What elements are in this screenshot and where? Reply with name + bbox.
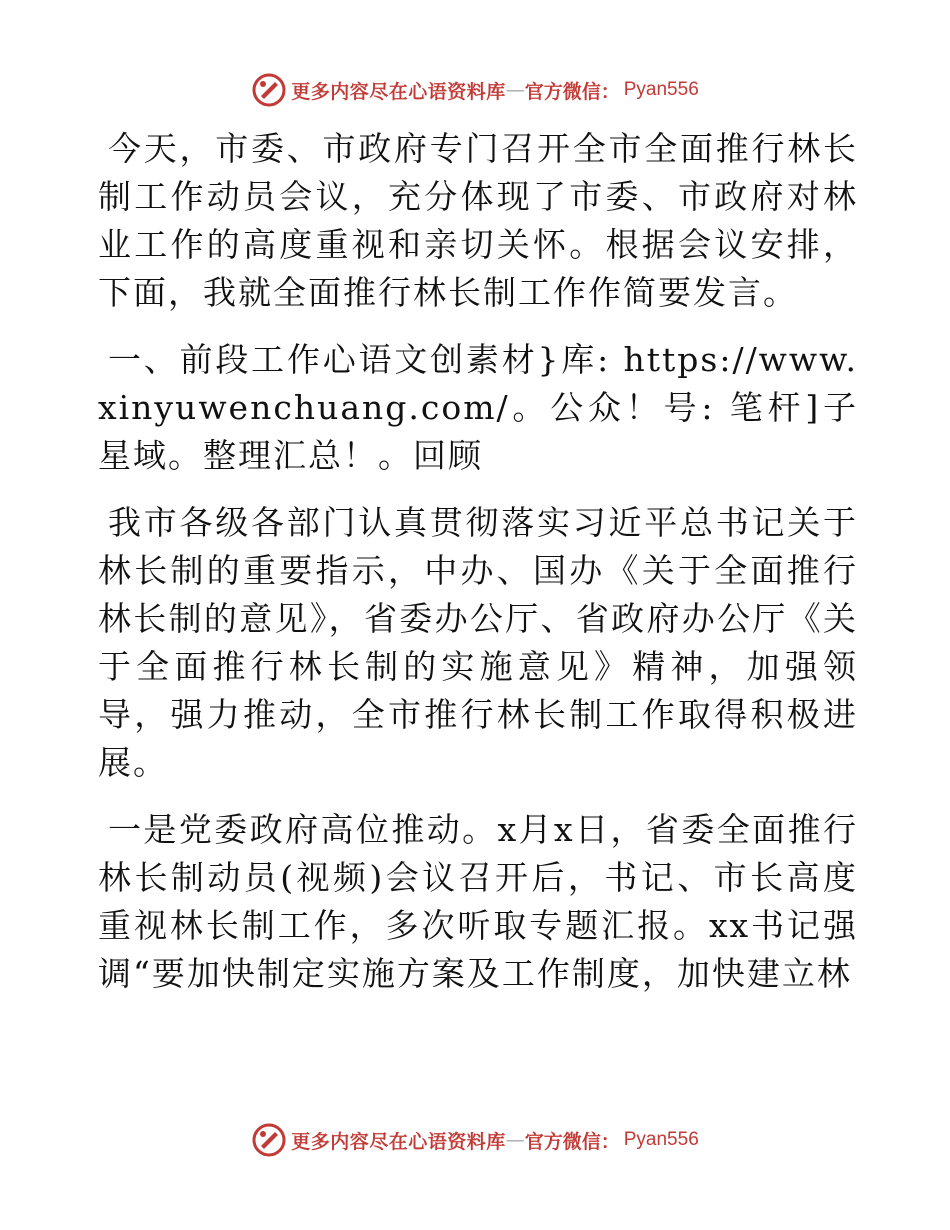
watermark-text: 更多内容尽在心语资料库: [291, 1130, 506, 1153]
watermark-separator: —: [505, 79, 525, 101]
wechat-label: 官方微信：: [524, 80, 620, 103]
wechat-id: Pyan556: [623, 1129, 699, 1150]
paragraph-point-one: 一是党委政府高位推动。x月x日，省委全面推行林长制动员(视频)会议召开后，书记、市长高度重视林长制工作，多次听取专题汇报。xx书记强调“要加快制定实施方案及工作制度，加快建立林: [98, 810, 858, 993]
paragraph-section-heading: 一、前段工作心语文创素材}库: https://www.xinyuwenchuang.com/。公众！号: 笔杆]子星域。整理汇总！。回顾: [98, 340, 858, 475]
wechat-id: Pyan556: [623, 79, 699, 100]
brand-logo-icon: [251, 72, 287, 108]
watermark-banner-bottom: [0, 1120, 950, 1160]
document-body: [98, 125, 858, 1017]
brand-logo-icon: [251, 1122, 287, 1158]
watermark-banner-top: [0, 70, 950, 110]
watermark-separator: —: [505, 1129, 525, 1151]
paragraph-intro: 今天，市委、市政府专门召开全市全面推行林长制工作动员会议，充分体现了市委、市政府对林业工作的高度重视和亲切关怀。根据会议安排，下面，我就全面推行林长制工作作简要发言。: [98, 129, 858, 312]
watermark-text: 更多内容尽在心语资料库: [291, 80, 506, 103]
wechat-label: 官方微信：: [524, 1130, 620, 1153]
paragraph-review: 我市各级各部门认真贯彻落实习近平总书记关于林长制的重要指示，中办、国办《关于全面推行林长制的意见》，省委办公厅、省政府办公厅《关于全面推行林长制的实施意见》精神，加强领导，强力推动，全市推行林长制工作取得积极进展。: [98, 503, 858, 782]
